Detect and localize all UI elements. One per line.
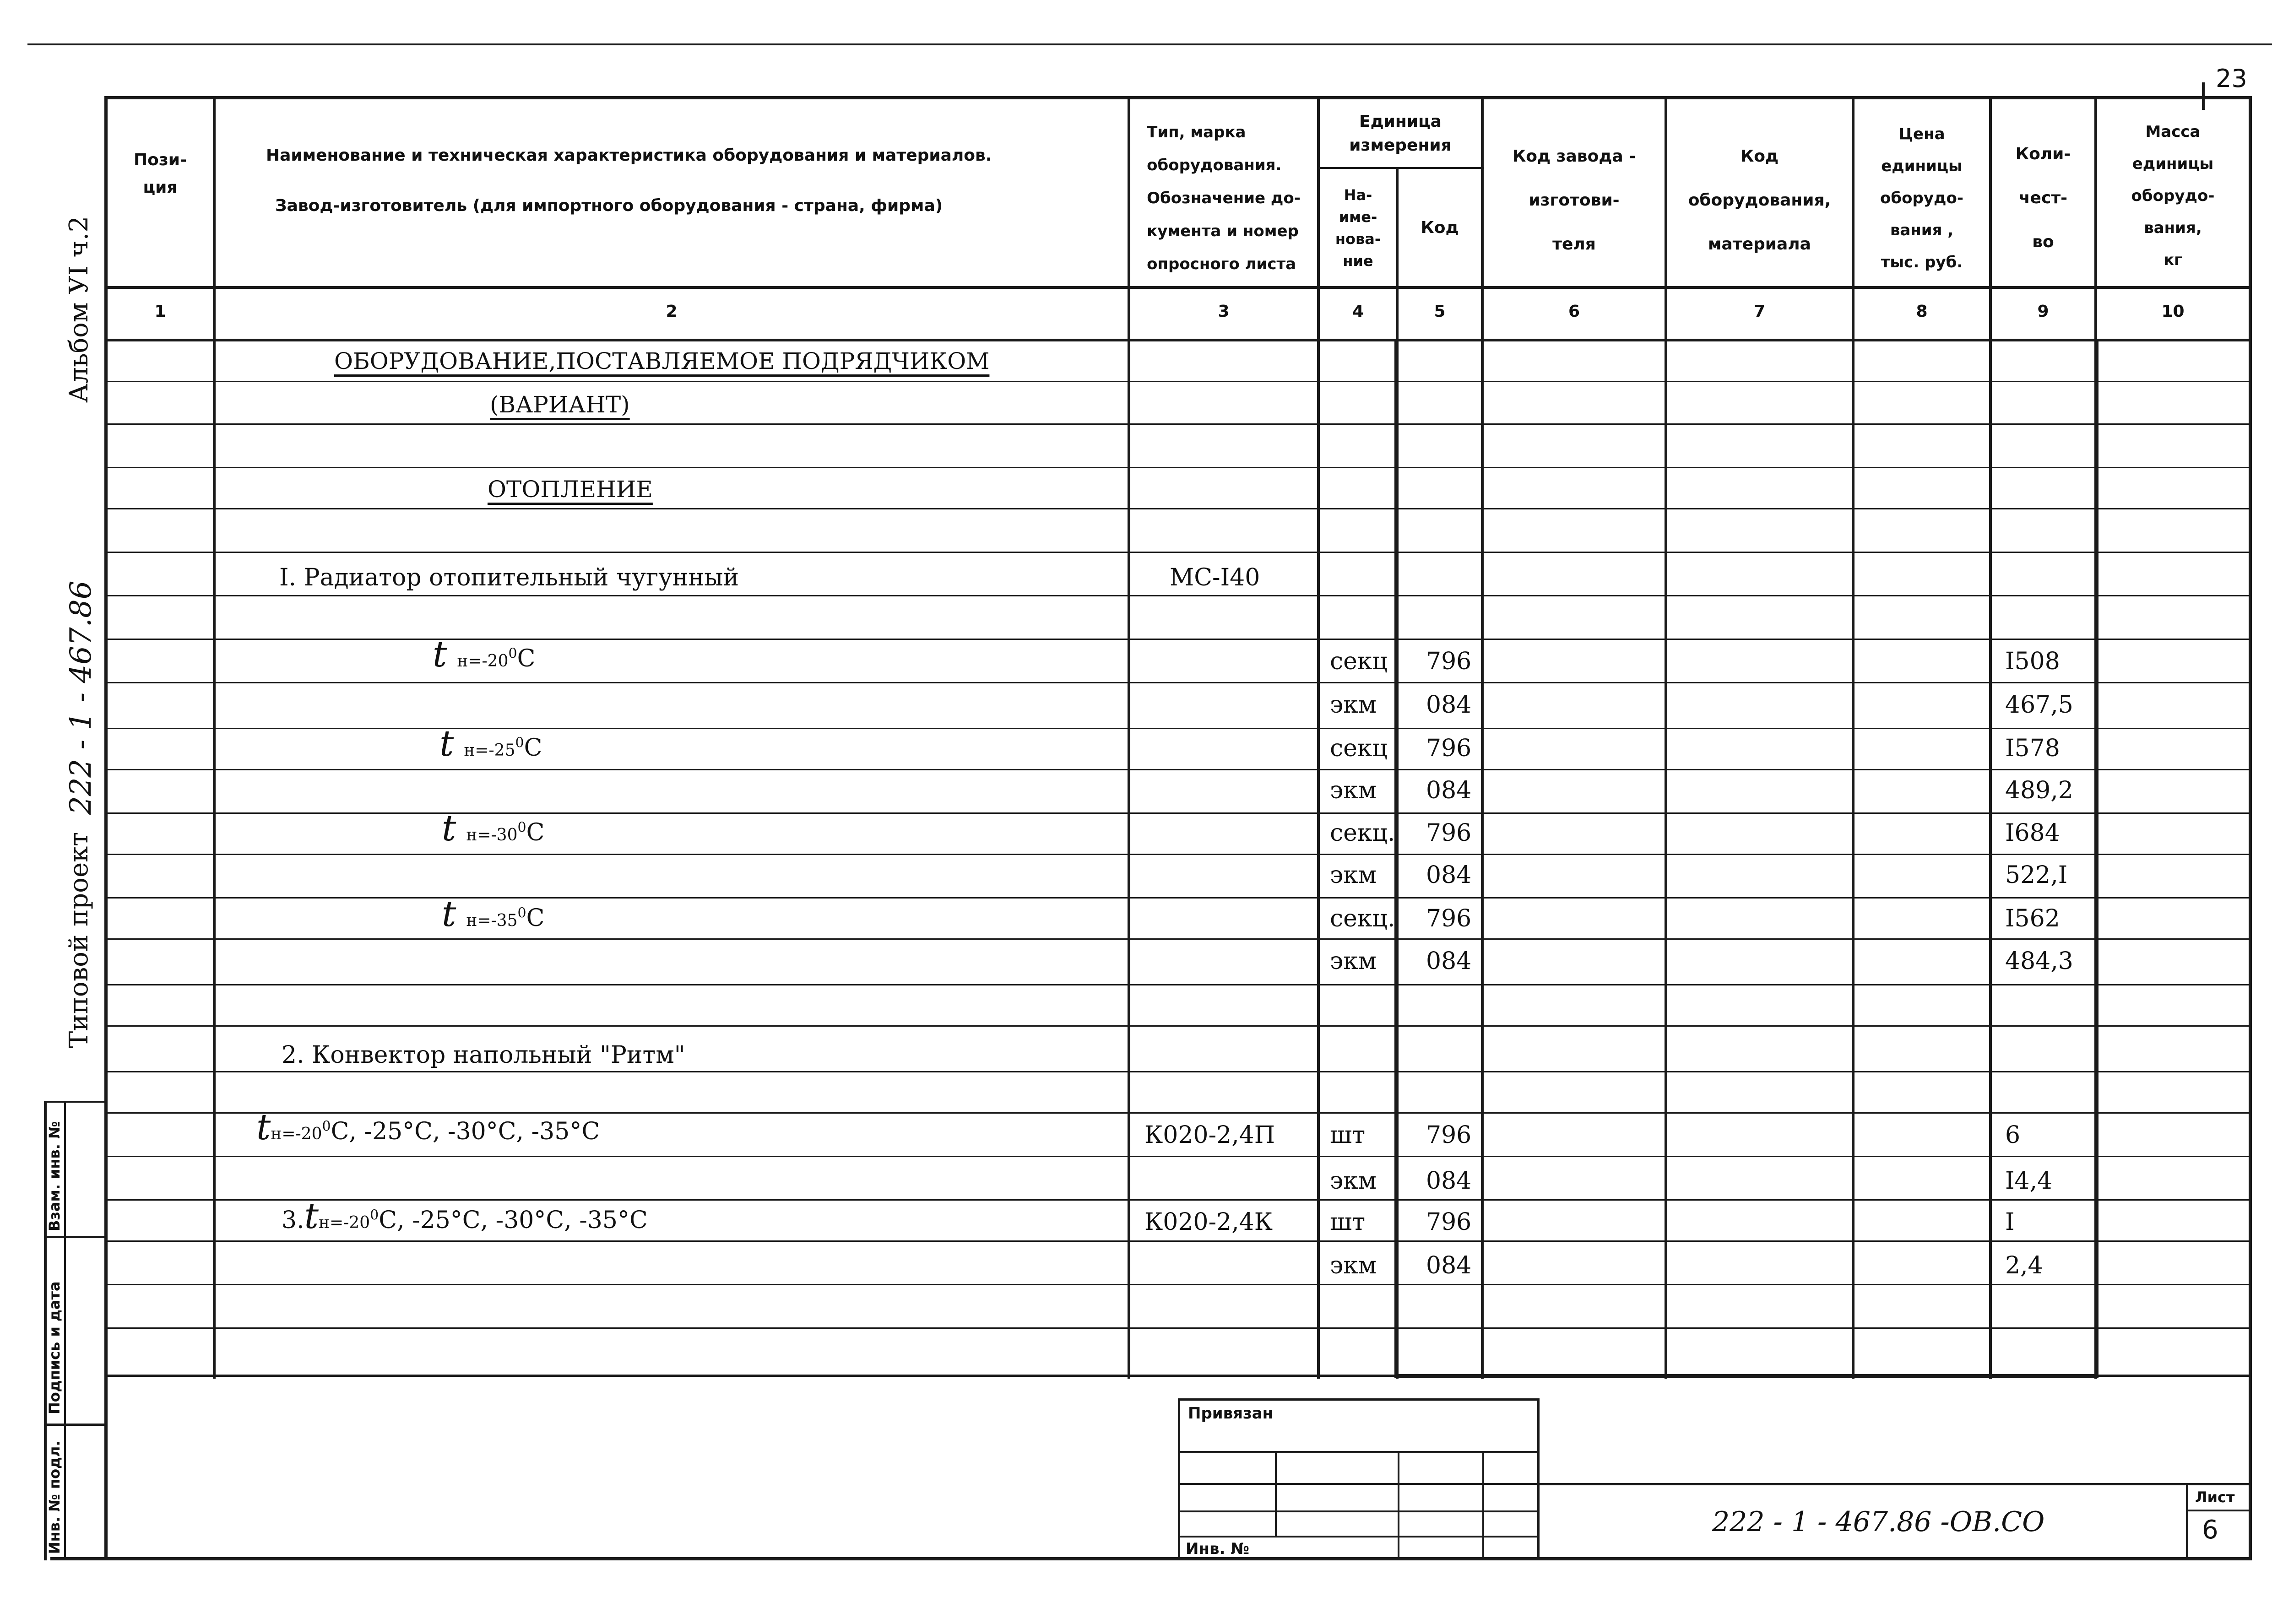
row-rule-3 [104, 467, 2251, 468]
tb-list-mid [2186, 1510, 2252, 1511]
quantity-cell: I [2005, 1208, 2015, 1236]
temp-symbol: t [442, 808, 456, 849]
row-rule-22 [104, 1284, 2251, 1285]
quantity-cell: I684 [2005, 819, 2060, 847]
row-rule-8 [104, 682, 2251, 683]
row-rule-17 [104, 1071, 2251, 1072]
unit-cell: шт [1330, 1121, 1366, 1149]
colnum-10: 10 [2161, 302, 2185, 321]
unit-cell: секц [1330, 648, 1388, 675]
colnum-1: 1 [154, 302, 166, 321]
temp-rest: С, -25°С, -30°С, -35°С [379, 1207, 648, 1234]
header-quantity: Коли- чест- во [2015, 144, 2071, 251]
convector-type-1: К020-2,4П [1144, 1121, 1275, 1149]
colnum-2: 2 [666, 302, 678, 321]
header-unit-name: На- име- нова- ние [1335, 186, 1381, 270]
temp-deg: 0 [517, 819, 526, 836]
temp-c: C [524, 734, 542, 762]
unit-code-cell: 084 [1426, 691, 1472, 719]
stamp-div1 [44, 1236, 107, 1238]
top-border-line [27, 43, 2272, 45]
col-divider-8 [1989, 96, 1992, 1379]
item-2-name: 2. Конвектор напольный "Ритм" [282, 1041, 685, 1069]
col-divider-5 [1481, 96, 1484, 1379]
header-name-line2: Завод-изготовитель (для импортного оборудования - страна, фирма) [275, 196, 943, 215]
unit-code-cell: 796 [1426, 1208, 1472, 1236]
temp-deg: 0 [515, 735, 524, 751]
temp-deg: 0 [517, 905, 526, 921]
temp-row-35 [442, 893, 544, 935]
table-right [2249, 96, 2252, 1560]
row-rule-12 [104, 854, 2251, 855]
unit-header-divider [1318, 167, 1484, 169]
unit-code-cell: 796 [1426, 819, 1472, 847]
temp-sub: н=-20 [457, 652, 509, 671]
table-left [104, 96, 108, 1560]
stamp-div2 [44, 1424, 107, 1426]
sheet-corner-number: 23 [2216, 64, 2247, 93]
tb-doc-code: 222 - 1 - 467.86 -ОВ.СО [1712, 1506, 2045, 1538]
temp-sub: н=-20 [318, 1213, 370, 1232]
unit-code-cell: 084 [1426, 777, 1472, 804]
header-type: Тип, марка оборудования. Обозначение до- кумента и номер опросного листа [1147, 123, 1301, 273]
temp-symbol: t [304, 1196, 319, 1237]
temp-symbol: t [442, 893, 456, 935]
unit-cell: экм [1330, 947, 1377, 975]
row-rule-1 [104, 381, 2251, 382]
section-heating: ОТОПЛЕНИЕ [488, 476, 653, 503]
item-1-type: МС-I40 [1170, 564, 1260, 591]
row-rule-23 [104, 1327, 2251, 1329]
unit-cell: экм [1330, 777, 1377, 804]
tb-list-number: 6 [2202, 1515, 2218, 1545]
row-rule-11 [104, 812, 2251, 814]
row-rule-6 [104, 595, 2251, 596]
row-rule-16 [104, 1025, 2251, 1027]
stamp-mid [64, 1101, 66, 1560]
tb-box-top [1178, 1398, 1540, 1401]
stamp-inv: Инв. № подл. [46, 1440, 63, 1554]
temp-symbol: t [256, 1107, 271, 1148]
temp-symbol: t [439, 723, 454, 764]
temp-sub: н=-25 [464, 741, 515, 760]
stamp-vzam: Взам. инв. № [46, 1121, 63, 1231]
table-top [104, 96, 2251, 99]
unit-cell: экм [1330, 1167, 1377, 1195]
temp-symbol: t [433, 634, 447, 675]
tb-row4 [1178, 1536, 1540, 1537]
unit-cell: секц. [1330, 819, 1395, 847]
temp-sub: н=-20 [271, 1125, 322, 1143]
section-title: ОБОРУДОВАНИЕ,ПОСТАВЛЯЕМОЕ ПОДРЯДЧИКОМ [334, 348, 990, 374]
col-divider-7 [1852, 96, 1854, 1379]
table-bottom [50, 1557, 2252, 1560]
header-price: Цена единицы оборудо- вания , тыс. руб. [1880, 125, 1963, 271]
unit-code-cell: 796 [1426, 735, 1472, 762]
header-name-line1: Наименование и техническая характеристика оборудования и материалов. [266, 146, 992, 165]
album-label: Альбом УI ч.2 [64, 216, 94, 403]
convector-temp-row: $tн=-20^0С$, -25°С, -30°С, -35°С [256, 1107, 600, 1148]
unit-code-cell: 084 [1426, 1252, 1472, 1279]
temp-sub: н=-30 [466, 826, 518, 844]
tb-main-top [1537, 1483, 2252, 1485]
row-rule-10 [104, 769, 2251, 770]
temp-rest: С, -25°С, -30°С, -35°С [331, 1118, 600, 1145]
item-3-prefix: 3. [282, 1207, 304, 1234]
section-subtitle: (ВАРИАНТ) [490, 391, 630, 418]
colnum-7: 7 [1753, 302, 1766, 321]
unit-code-cell: 084 [1426, 861, 1472, 889]
unit-cell: экм [1330, 691, 1377, 719]
quantity-cell: 489,2 [2005, 777, 2073, 804]
unit-code-cell: 796 [1426, 648, 1472, 675]
unit-code-cell: 796 [1426, 1121, 1472, 1149]
quantity-cell: 522,I [2005, 861, 2068, 889]
tb-col3 [1482, 1451, 1484, 1560]
header-position: Пози- ция [134, 151, 187, 197]
project-label: Типовой проект [64, 832, 94, 1048]
row-rule-19 [104, 1156, 2251, 1157]
row-rule-4 [104, 508, 2251, 509]
col-divider-1 [213, 96, 216, 1379]
unit-code-cell: 084 [1426, 947, 1472, 975]
row-rule-9 [104, 728, 2251, 729]
unit-cell: шт [1330, 1208, 1366, 1236]
quantity-cell: 467,5 [2005, 691, 2073, 719]
col-divider-6 [1665, 96, 1667, 1379]
temp-row-25 [439, 723, 542, 764]
temp-sub: н=-35 [466, 911, 518, 930]
temp-row-20 [433, 634, 535, 675]
temp-row-30 [442, 808, 544, 849]
unit-code-cell: 796 [1426, 905, 1472, 932]
quantity-cell: I4,4 [2005, 1167, 2053, 1195]
stamp-podpis: Подпись и дата [46, 1281, 63, 1414]
unit-cell: экм [1330, 1252, 1377, 1279]
item-1-name: I. Радиатор отопительный чугунный [279, 564, 739, 591]
colnum-8: 8 [1916, 302, 1928, 321]
unit-cell: экм [1330, 861, 1377, 889]
row-rule-7 [104, 639, 2251, 640]
quantity-cell: I578 [2005, 735, 2060, 762]
bold-right-col9 [2094, 341, 2098, 1376]
quantity-cell: 2,4 [2005, 1252, 2043, 1279]
col-divider-3 [1317, 96, 1320, 1379]
row-rule-14 [104, 938, 2251, 940]
temp-deg: 0 [508, 645, 517, 662]
colnum-bottom [104, 339, 2251, 341]
convector-type-2: К020-2,4К [1144, 1208, 1273, 1236]
row-rule-2 [104, 423, 2251, 425]
temp-c: C [526, 819, 545, 846]
colnum-4: 4 [1352, 302, 1364, 321]
tb-col2 [1398, 1451, 1399, 1560]
item-3-temp-row: $3.tн=-20^0С$, -25°С, -30°С, -35°С [282, 1196, 648, 1237]
row-rule-15 [104, 984, 2251, 985]
bold-left-col5 [1394, 341, 1399, 1376]
colnum-9: 9 [2037, 302, 2049, 321]
stamp-top [44, 1101, 107, 1103]
temp-c: C [517, 645, 536, 672]
unit-code-cell: 084 [1426, 1167, 1472, 1195]
header-mass: Масса единицы оборудо- вания, кг [2131, 122, 2215, 269]
unit-cell: секц [1330, 735, 1388, 762]
tb-list-label: Лист [2195, 1489, 2235, 1506]
quantity-cell: I508 [2005, 648, 2060, 675]
tb-row3 [1178, 1510, 1540, 1512]
colnum-6: 6 [1568, 302, 1580, 321]
body-bottom [104, 1375, 2251, 1377]
tb-inv-no: Инв. № [1186, 1540, 1250, 1558]
row-rule-5 [104, 552, 2251, 553]
colnum-3: 3 [1218, 302, 1230, 321]
temp-c: C [526, 904, 545, 932]
header-equipment-code: Код оборудования, материала [1688, 146, 1831, 254]
header-factory-code: Код завода - изготови- теля [1512, 146, 1636, 254]
row-rule-21 [104, 1240, 2251, 1242]
row-rule-13 [104, 897, 2251, 899]
quantity-cell: 484,3 [2005, 947, 2073, 975]
header-unit: Единица измерения [1349, 112, 1452, 155]
project-code-label: 222 - 1 - 467.86 [64, 580, 98, 815]
tb-list-left [2186, 1483, 2188, 1560]
colnum-5: 5 [1434, 302, 1446, 321]
tb-privyazan: Привязан [1188, 1404, 1274, 1423]
tb-row1 [1178, 1451, 1540, 1453]
tb-col1 [1275, 1451, 1277, 1536]
header-unit-code: Код [1421, 218, 1459, 237]
quantity-cell: 6 [2005, 1121, 2021, 1149]
unit-cell: секц. [1330, 905, 1395, 932]
header-bottom [104, 286, 2251, 289]
quantity-cell: I562 [2005, 905, 2060, 932]
col-divider-2 [1128, 96, 1130, 1379]
